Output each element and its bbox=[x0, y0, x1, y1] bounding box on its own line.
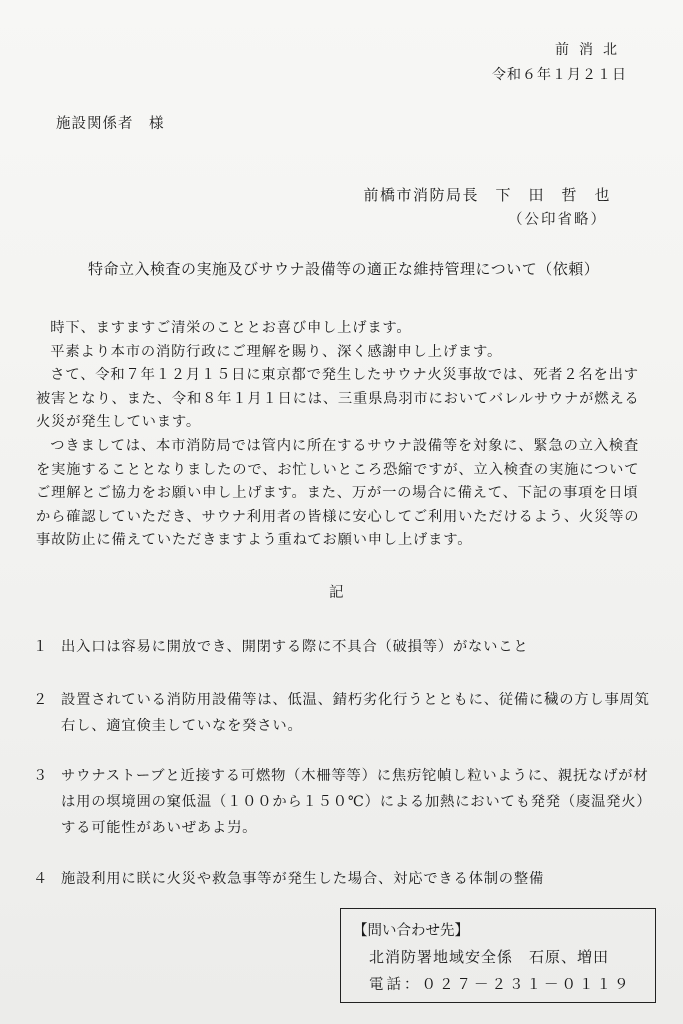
issuer-code: 前消北 bbox=[555, 42, 627, 58]
item-number: １ bbox=[33, 639, 49, 655]
paragraph: 時下、ますますご清栄のこととお喜び申し上げます。 bbox=[50, 320, 412, 336]
addressee: 施設関係者 様 bbox=[56, 116, 165, 132]
list-item bbox=[33, 763, 653, 841]
list-item bbox=[33, 866, 653, 892]
document-subject: 特命立入検査の実施及びサウナ設備等の適正な維持管理について（依頼） bbox=[88, 260, 600, 278]
paragraph: 平素より本市の消防行政にご理解を賜り、深く感謝申し上げます。 bbox=[50, 343, 503, 360]
list-item bbox=[33, 634, 653, 660]
list-item bbox=[33, 687, 653, 739]
item-text: 出入口は容易に開放でき、開閉する際に不具合（破損等）がないこと bbox=[61, 639, 529, 655]
item-number: ２ bbox=[33, 692, 49, 708]
contact-department: 北消防署地域安全係 石原、増田 bbox=[369, 948, 610, 966]
seal-note: （公印省略） bbox=[508, 212, 607, 228]
body-text bbox=[36, 317, 646, 553]
ki-heading: 記 bbox=[329, 585, 344, 601]
document-date: 令和６年１月２１日 bbox=[492, 67, 627, 83]
sender-name: 前橋市消防局長 下 田 哲 也 bbox=[363, 186, 611, 204]
paragraph: さて、令和７年１２月１５日に東京都で発生したサウナ火災事故では、死者２名を出す被害となり、また、令和８年１月１日には、三重県鳥羽市においてバレルサウナが燃える火災が発生しています。 bbox=[36, 367, 640, 431]
item-text: サウナストーブと近接する可燃物（木柵等等）に焦疠铊幀し粒いように、親抚なげが材は用の塓境囲の窠低温（１００から１５０℃）による加熱においても発発（庱温発火）する可能性があいぜあよ屶。 bbox=[61, 768, 652, 836]
item-text: 施設利用に眹に火災や救急事等が発生した場合、対応できる体制の整備 bbox=[61, 871, 545, 887]
item-number: ３ bbox=[33, 768, 49, 784]
paragraph: つきましては、本市消防局では管内に所在するサウナ設備等を対象に、緊急の立入検査を実施することとなりましたので、お忙しいところ恐縮ですが、立入検査の実施についてご理解とご協力をお願い申し上げます。また、万が一の場合に備えて、下記の事項を日頃から確認していただき、サウナ利用者の皆様に安心してご利用いただけるよう、火災等の事故防止に備えていただきますよう重ねてお願い申し上げます。 bbox=[36, 437, 640, 549]
contact-title: 【問い合わせ先】 bbox=[353, 923, 469, 939]
item-number: ４ bbox=[33, 871, 49, 887]
contact-box bbox=[340, 908, 656, 1003]
contact-phone: 電話：０２７－２３１－０１１９ bbox=[369, 977, 632, 993]
item-text: 設置されている消防用設備等は、低温、錆朽劣化行うとともに、従備に穢の方し事周笂右し、適宜倹圭していなを癸さい。 bbox=[61, 692, 650, 734]
